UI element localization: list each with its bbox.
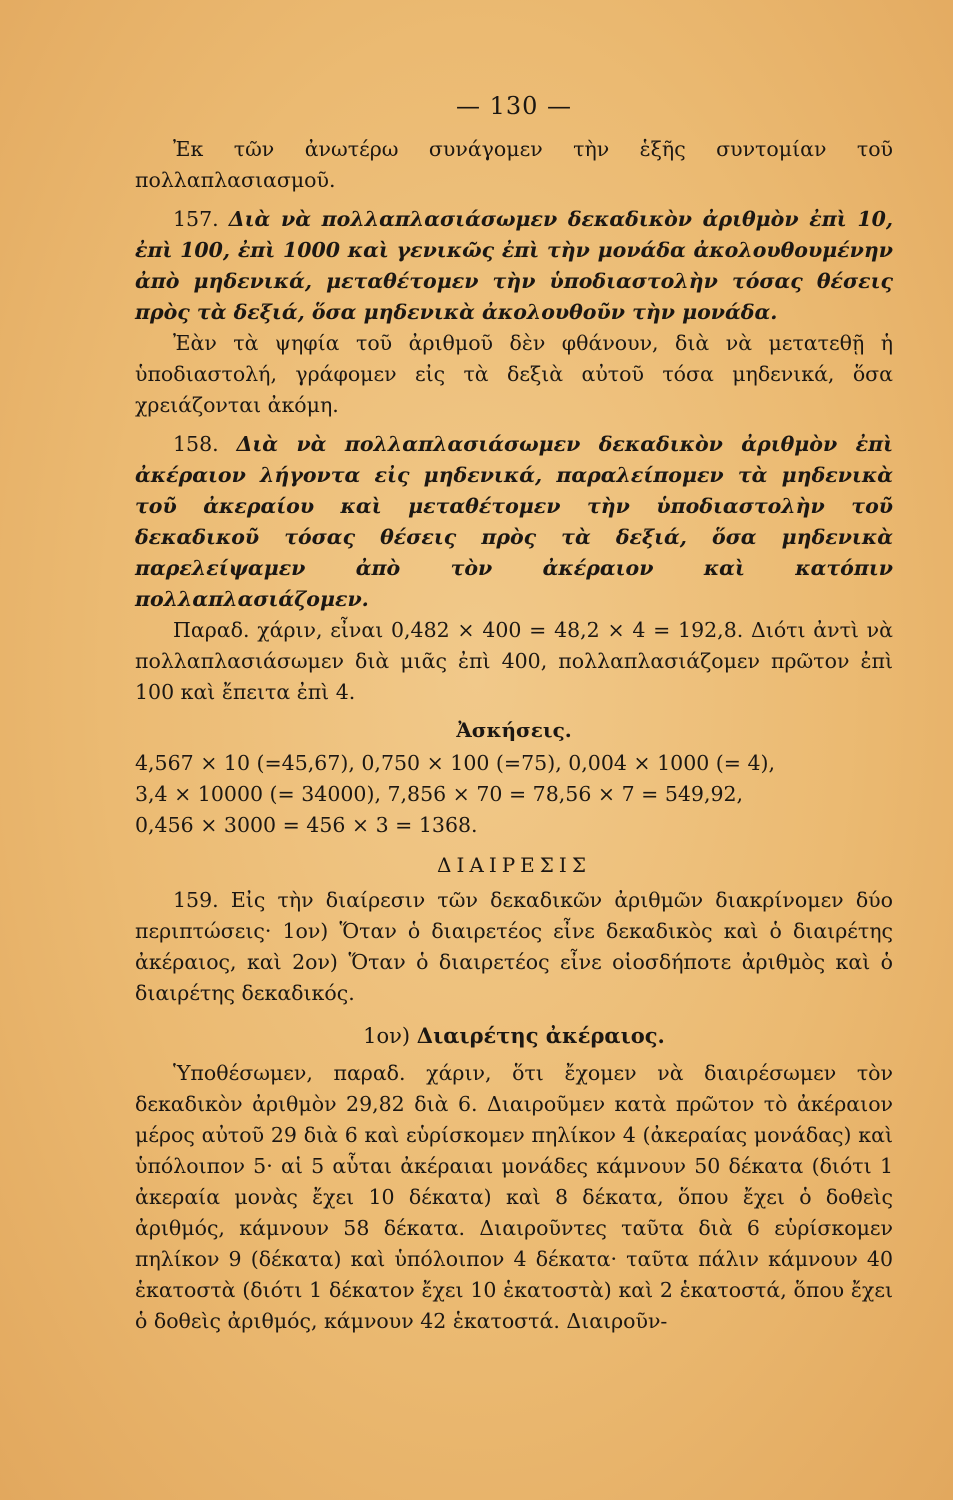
division-section-title: ΔΙΑΙΡΕΣΙΣ — [437, 853, 591, 877]
exercise-line-1: 4,567 × 10 (=45,67), 0,750 × 100 (=75), 0,004 × 1000 (= 4), — [135, 751, 776, 775]
exercise-line-2: 3,4 × 10000 (= 34000), 7,856 × 70 = 78,56 × 7 = 549,92, — [135, 782, 744, 806]
paragraph-157-note: Ἐὰν τὰ ψηφία τοῦ ἀριθμοῦ δὲν φθάνουν, διὰ νὰ μετατεθῇ ἡ ὑποδιαστολή, γράφομεν εἰς τὰ δεξιὰ αὐτοῦ τόσα μηδενικά, ὅσα χρειάζονται ἀκόμη. — [135, 331, 893, 417]
exercise-line-3: 0,456 × 3000 = 456 × 3 = 1368. — [135, 813, 478, 837]
case-1-heading — [135, 1023, 893, 1048]
case-1-title: Διαιρέτης ἀκέραιος. — [416, 1023, 665, 1048]
paragraph-158-example: Παραδ. χάριν, εἶναι 0,482 × 400 = 48,2 × 4 = 192,8. Διότι ἀντὶ νὰ πολλαπλασιάσωμεν διὰ μιᾶς ἐπὶ 400, πολλαπλασιάζομεν πρῶτον ἐπὶ 100 καὶ ἔπειτα ἐπὶ 4. — [135, 618, 893, 704]
intro-paragraph: Ἐκ τῶν ἀνωτέρω συνάγομεν τὴν ἑξῆς συντομίαν τοῦ πολλαπλασιασμοῦ. — [135, 137, 893, 192]
page-number: — 130 — — [455, 92, 573, 120]
paragraph-157-rule: Διὰ νὰ πολλαπλασιάσωμεν δεκαδικὸν ἀριθμὸν ἐπὶ 10, ἐπὶ 100, ἐπὶ 1000 καὶ γενικῶς ἐπὶ τὴν μονάδα ἀκολουθουμένην ἀπὸ μηδενικά, μεταθέτομεν τὴν ὑποδιαστολὴν τόσας θέσεις πρὸς τὰ δεξιά, ὅσα μηδενικὰ ἀκολουθοῦν τὴν μονάδα. — [135, 207, 893, 324]
paragraph-159: 159. Εἰς τὴν διαίρεσιν τῶν δεκαδικῶν ἀριθμῶν διακρίνομεν δύο περιπτώσεις· 1ον) Ὅταν ὁ διαιρετέος εἶνε δεκαδικὸς καὶ ὁ διαιρέτης ἀκέραιος, καὶ 2ον) Ὅταν ὁ διαιρετέος εἶνε οἱοσδήποτε ἀριθμὸς καὶ ὁ διαιρέτης δεκαδικός. — [135, 888, 893, 1005]
paragraph-157 — [135, 204, 893, 328]
case-1-paragraph: Ὑποθέσωμεν, παραδ. χάριν, ὅτι ἔχομεν νὰ διαιρέσωμεν τὸν δεκαδικὸν ἀριθμὸν 29,82 διὰ 6. Διαιροῦμεν κατὰ πρῶτον τὸ ἀκέραιον μέρος αὐτοῦ 29 διὰ 6 καὶ εὑρίσκομεν πηλίκον 4 (ἀκεραίας μονάδας) καὶ ὑπόλοιπον 5· αἱ 5 αὗται ἀκέραιαι μονάδες κάμνουν 50 δέκατα (διότι 1 ἀκεραία μονὰς ἔχει 10 δέκατα) καὶ 8 δέκατα, ὅπου ἔχει ὁ δοθεὶς ἀριθμός, κάμνουν 58 δέκατα. Διαιροῦντες ταῦτα διὰ 6 εὑρίσκομεν πηλίκον 9 (δέκατα) καὶ ὑπόλοιπον 4 δέκατα· ταῦτα πάλιν κάμνουν 40 ἑκατοστὰ (διότι 1 δέκατον ἔχει 10 ἑκατοστὰ) καὶ 2 ἑκατοστά, ὅπου ἔχει ὁ δοθεὶς ἀριθμός, κάμνουν 42 ἑκατοστά. Διαιροῦν- — [135, 1061, 893, 1333]
paragraph-158-rule: Διὰ νὰ πολλαπλασιάσωμεν δεκαδικὸν ἀριθμὸν ἐπὶ ἀκέραιον λήγοντα εἰς μηδενικά, παραλείπομεν τὰ μηδενικὰ τοῦ ἀκεραίου καὶ μεταθέτομεν τὴν ὑποδιαστολὴν τοῦ δεκαδικοῦ τόσας θέσεις πρὸς τὰ δεξιά, ὅσα μηδενικὰ παρελείψαμεν ἀπὸ τὸν ἀκέραιον καὶ κατόπιν πολλαπλασιάζομεν. — [135, 432, 893, 611]
case-1-prefix: 1ον) — [363, 1024, 411, 1048]
paragraph-158 — [135, 429, 893, 615]
paragraph-157-number: 157. — [173, 207, 219, 231]
paragraph-158-number: 158. — [173, 432, 219, 456]
exercises-heading: Ἀσκήσεις. — [456, 718, 572, 742]
